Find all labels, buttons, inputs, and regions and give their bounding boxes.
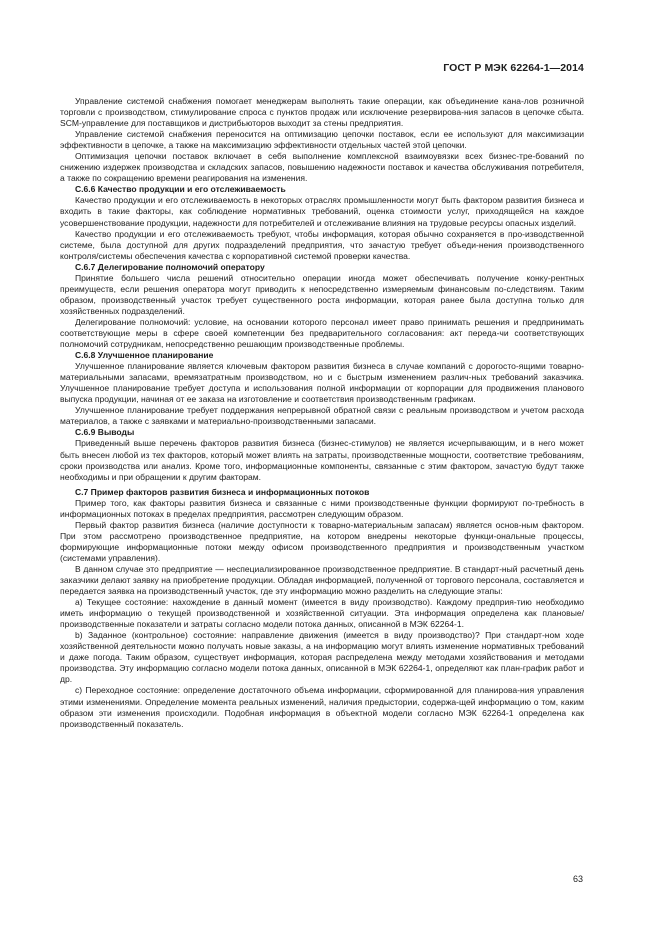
paragraph: В данном случае это предприятие — неспециализированное производственное предприятие. В стандарт-ный расчетный день заказчики делают заявку на приобретение продукции. Обладая информацией, полученной от торгового персонала, составляется и передается заявка на производственный участок, где эту информацию можно разделить на следующие этапы: xyxy=(60,563,584,597)
section-heading: С.6.8 Улучшенное планирование xyxy=(75,350,214,361)
section-heading: С.6.6 Качество продукции и его отслеживаемость xyxy=(75,184,286,195)
paragraph: Качество продукции и его отслеживаемость требуют, чтобы информация, которая обычно сохраняется в про-изводственной системе, была доступной для других подразделений предприятия, что зачастую требует объеди-нения производственного контроля/системы обеспечения качества с корпоративной системой проверки качества. xyxy=(60,228,584,261)
page-number: 63 xyxy=(572,874,583,884)
standard-header: ГОСТ Р МЭК 62264-1—2014 xyxy=(443,62,584,74)
paragraph: с) Переходное состояние: определение достаточного объема информации, сформированной для планирова-ния управления этими изменениями. Определение момента реальных изменений, наличия предыстории, содержа-щей информацию о том, каким образом эти изменения происходили. Подобная информация в объектной модели согласно МЭК 62264-1 определена как производственный показатель. xyxy=(60,685,584,729)
paragraph: Оптимизация цепочки поставок включает в себя выполнение комплексной взаимоувязки всех бизнес-тре-бований по снижению издержек производства и складских запасов, повышению надежности поставок и качества обслуживания потребителя, а также по сокращению времени реагирования на изменения. xyxy=(60,151,584,184)
section-heading: С.6.9 Выводы xyxy=(75,427,135,438)
paragraph: b) Заданное (контрольное) состояние: направление движения (имеется в виду производство)? При стандарт-ном ходе хозяйственной деятельности можно получать новые заказы, а на информацию могут влиять изменение нормативных требований и даже погода. Таким образом, существует информация, которая распределена между методами хозяйствования и методами производства. Эту информацию согласно модели потока данных, описанной в МЭК 62264-1, определяют как план-график работ и др. xyxy=(60,630,584,685)
paragraph: Делегирование полномочий: условие, на основании которого персонал имеет право принимать решения и предпринимать соответствующие меры в сфере своей компетенции без предварительного согласования: акт переда-чи соответствующих полномочий сотрудникам, непосредственно решающим производственные проблемы. xyxy=(60,316,584,350)
paragraph: Качество продукции и его отслеживаемость в некоторых отраслях промышленности могут быть фактором развития бизнеса и входить в такие факторы, как соблюдение нормативных требований, оценка стоимости услуг, приходящейся на каждое усовершенствование продукции, надежности для потребителей и отслеживание влияния на трудовые ресурсы опасных изделий. xyxy=(60,195,584,228)
paragraph: Управление системой снабжения помогает менеджерам выполнять такие операции, как объединение кана-лов розничной торговли с производством, стимулирование спроса с пунктов продаж или исключение резервирова-ния запасов в цепочке сбыта. SCM-управление для поставщиков и дистрибьюторов выходит за стены предприятия. xyxy=(60,96,584,129)
paragraph: Пример того, как факторы развития бизнеса и связанные с ними производственные функции формируют по-требность в информационных потоках в пределах предприятия, рассмотрен следующим образом. xyxy=(60,497,584,519)
paragraph: Принятие большего числа решений относительно операции иногда может обеспечивать получение конку-рентных преимуществ, если решения оператора могут приводить к непосредственно измеряемым финансовым по-следствиям. Таким образом, производственный участок требует существенного роста информации, которая ранее была доступна только для хозяйственных подразделений. xyxy=(60,272,584,316)
paragraph: Приведенный выше перечень факторов развития бизнеса (бизнес-стимулов) не является исчерпывающим, и в него может быть внесен любой из тех факторов, который может влиять на затраты, производственные мощности, соответствие требованиям, сроки производства или анализ. Кроме того, информационные компоненты, связанные с этим фактором, зачастую будут также необходимы и при обращении к другим факторам. xyxy=(60,438,584,482)
paragraph: Управление системой снабжения переносится на оптимизацию цепочки поставок, если ее используют для максимизации эффективности в цепочке, а также на максимизацию эффективности отдельных частей этой цепочки. xyxy=(60,129,584,151)
paragraph: а) Текущее состояние: нахождение в данный момент (имеется в виду производство). Каждому предприя-тию необходимо иметь информацию о текущей производственной и хозяйственной ситуации. Эта информация определена как плановые/производственные показатели и затраты согласно модели потока данных, описанной в МЭК 62264-1. xyxy=(60,597,584,630)
paragraph: Улучшенное планирование является ключевым фактором развития бизнеса в случае компаний с дорогосто-ящими товарно-материальными запасами, времязатратным производством, но и с быстрым изменением различ-ных требований заказчика. Улучшенное планирование требует доступа и использования полной информации от корпорации для продвижения планового выпуска продукции, начиная от ее заказа на изготовление и соответствия производственным графикам. xyxy=(60,361,584,405)
paragraph: Первый фактор развития бизнеса (наличие доступности к товарно-материальным запасам) является основ-ным фактором. При этом рассмотрено производственное предприятие, на котором внедрены некоторые функци-ональные процессы, формирующие информационные потоки между офисом производственного предприятия и производственным участком (системами управления). xyxy=(60,519,584,563)
section-heading: С.7 Пример факторов развития бизнеса и информационных потоков xyxy=(75,486,370,497)
body-text xyxy=(60,96,584,730)
section-heading: С.6.7 Делегирование полномочий оператору xyxy=(75,261,265,272)
paragraph: Улучшенное планирование требует поддержания непрерывной обратной связи с реальным производством и учетом расхода материалов, а также с заявками и материально-производственными запасами. xyxy=(60,405,584,427)
